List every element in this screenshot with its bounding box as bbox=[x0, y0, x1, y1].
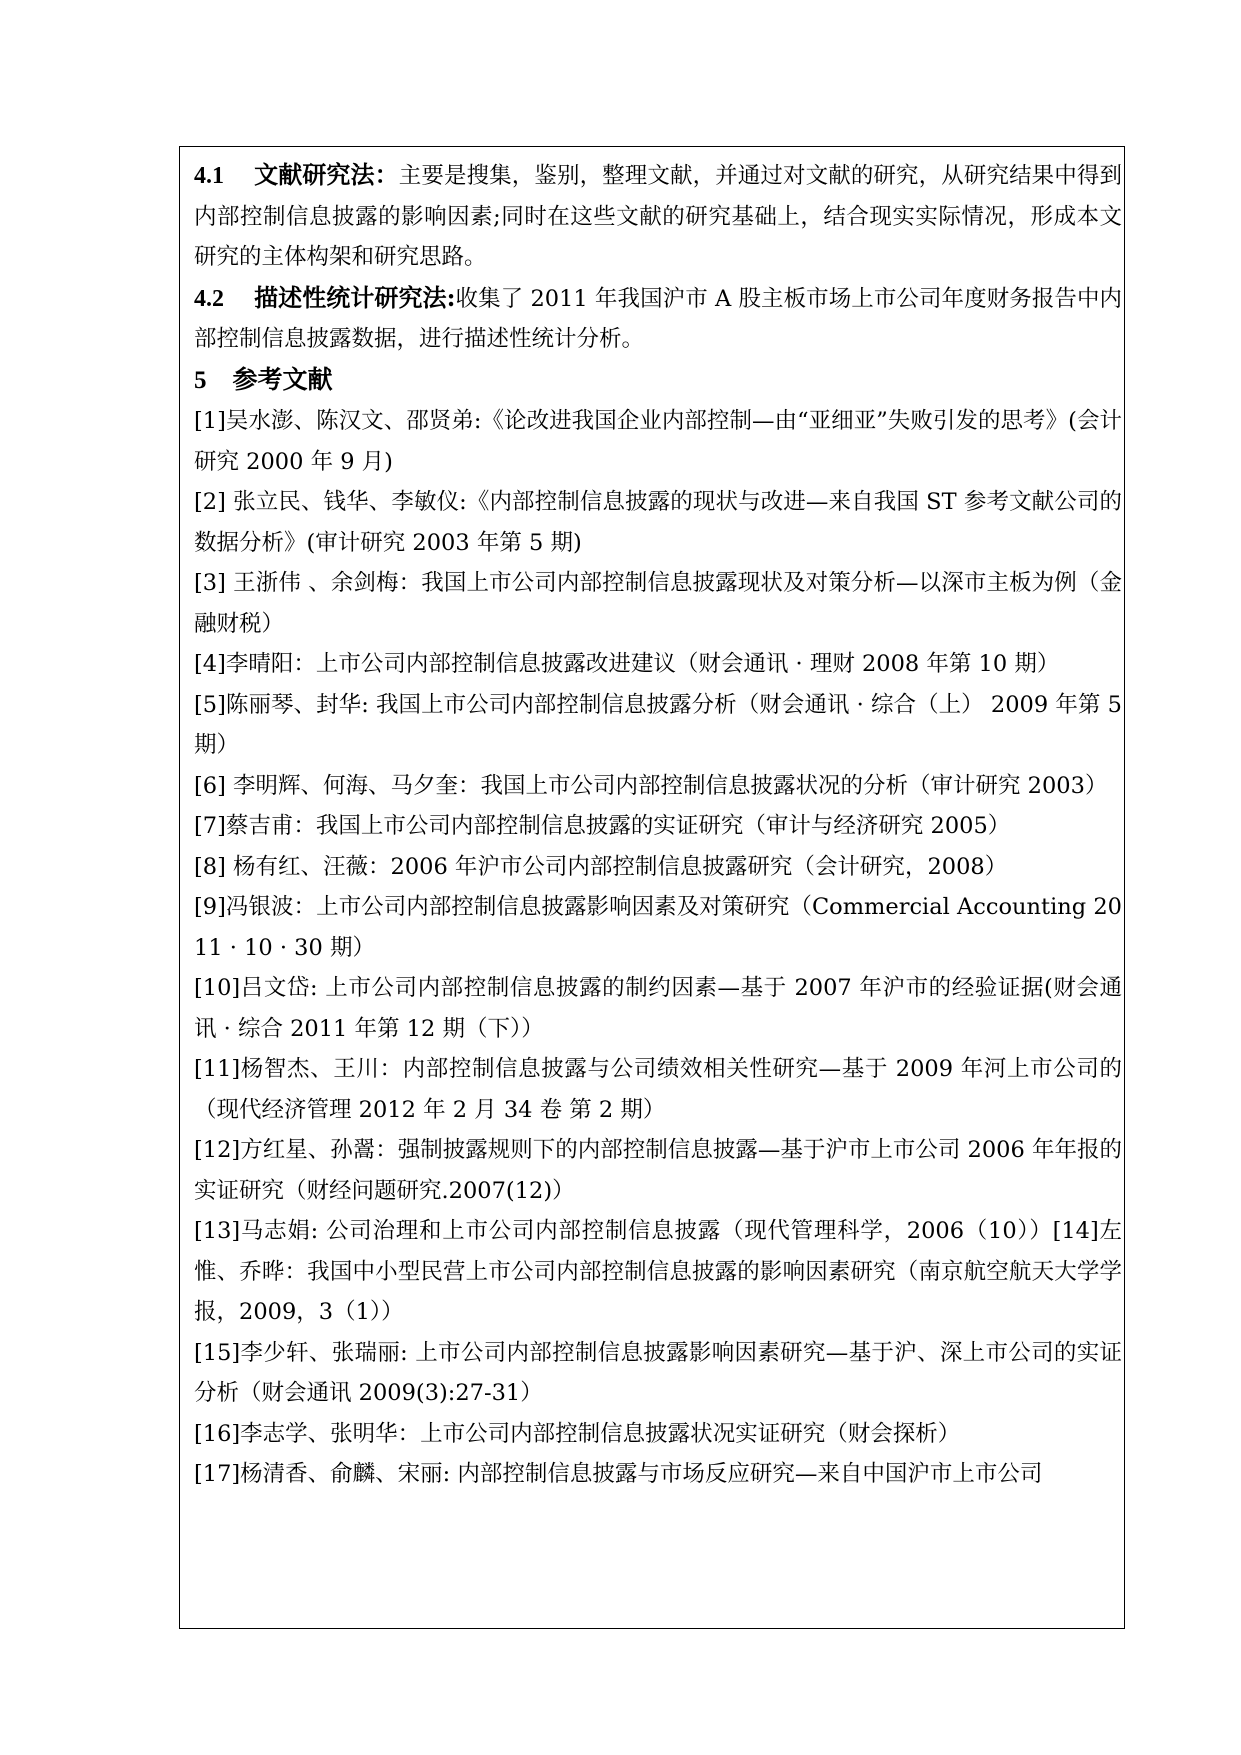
reference-item: [9]冯银波：上市公司内部控制信息披露影响因素及对策研究（Commercial Accounting 2011 · 10 · 30 期） bbox=[194, 894, 1122, 961]
reference-item: [1]吴水澎、陈汉文、邵贤弟:《论改进我国企业内部控制—由“亚细亚”失败引发的思考》(会计研究 2000 年 9 月) bbox=[194, 408, 1122, 475]
report-table-cell bbox=[179, 146, 1125, 1629]
reference-item: [7]蔡吉甫：我国上市公司内部控制信息披露的实证研究（审计与经济研究 2005） bbox=[194, 813, 1011, 839]
section-title: 文献研究法： bbox=[254, 160, 399, 189]
reference-item: [15]李少轩、张瑞丽: 上市公司内部控制信息披露影响因素研究—基于沪、深上市公司的实证分析（财会通讯 2009(3):27-31） bbox=[194, 1339, 1122, 1406]
reference-item: [5]陈丽琴、封华: 我国上市公司内部控制信息披露分析（财会通讯 · 综合（上） 2009 年第 5 期） bbox=[194, 691, 1122, 758]
section-number: 4.1 bbox=[194, 163, 224, 189]
reference-item: [6] 李明辉、何海、马夕奎：我国上市公司内部控制信息披露状况的分析（审计研究 2003） bbox=[194, 772, 1108, 799]
reference-item: [10]吕文岱: 上市公司内部控制信息披露的制约因素—基于 2007 年沪市的经验证据(财会通讯 · 综合 2011 年第 12 期（下）） bbox=[194, 975, 1122, 1042]
reference-item: [11]杨智杰、王川：内部控制信息披露与公司绩效相关性研究—基于 2009 年河上市公司的（现代经济管理 2012 年 2 月 34 卷 第 2 期） bbox=[194, 1056, 1122, 1123]
reference-item: [3] 王浙伟 、余剑梅：我国上市公司内部控制信息披露现状及对策分析—以深市主板为例（金融财税） bbox=[194, 570, 1122, 637]
section-title: 描述性统计研究法: bbox=[254, 282, 456, 312]
references-heading bbox=[194, 360, 1122, 402]
reference-item: [12]方红星、孙翯：强制披露规则下的内部控制信息披露—基于沪市上市公司 2006 年年报的实证研究（财经问题研究.2007(12)） bbox=[194, 1137, 1122, 1204]
reference-item: [2] 张立民、钱华、李敏仪:《内部控制信息披露的现状与改进—来自我国 ST 参考文献公司的数据分析》(审计研究 2003 年第 5 期) bbox=[194, 489, 1122, 556]
section-body: 收集了 2011 年我国沪市 A 股主板市场上市公司年度财务报告中内部控制信息披露数据，进行描述性统计分析。 bbox=[194, 285, 1123, 352]
section-number: 5 bbox=[194, 366, 207, 394]
reference-item: [17]杨清香、俞麟、宋丽: 内部控制信息披露与市场反应研究—来自中国沪市上市公司 bbox=[194, 1461, 1043, 1487]
reference-list bbox=[194, 401, 1122, 1495]
reference-item: [16]李志学、张明华：上市公司内部控制信息披露状况实证研究（财会探析） bbox=[194, 1420, 961, 1447]
section-body: 主要是搜集，鉴别，整理文献，并通过对文献的研究，从研究结果中得到内部控制信息披露的影响因素;同时在这些文献的研究基础上，结合现实实际情况，形成本文研究的主体构架和研究思路。 bbox=[194, 163, 1122, 270]
method-4-1 bbox=[194, 155, 1122, 278]
reference-item: [4]李晴阳：上市公司内部控制信息披露改进建议（财会通讯 · 理财 2008 年第 10 期） bbox=[194, 651, 1060, 677]
section-number: 4.2 bbox=[194, 285, 224, 312]
section-title: 参考文献 bbox=[232, 364, 333, 394]
reference-item: [8] 杨有红、汪薇：2006 年沪市公司内部控制信息披露研究（会计研究，2008） bbox=[194, 853, 1008, 880]
reference-item: [13]马志娟: 公司治理和上市公司内部控制信息披露（现代管理科学，2006（10））[14]左惟、乔晔：我国中小型民营上市公司内部控制信息披露的影响因素研究（南京航空航天大学学报，2009，3（1）） bbox=[194, 1218, 1122, 1325]
method-4-2 bbox=[194, 278, 1122, 360]
